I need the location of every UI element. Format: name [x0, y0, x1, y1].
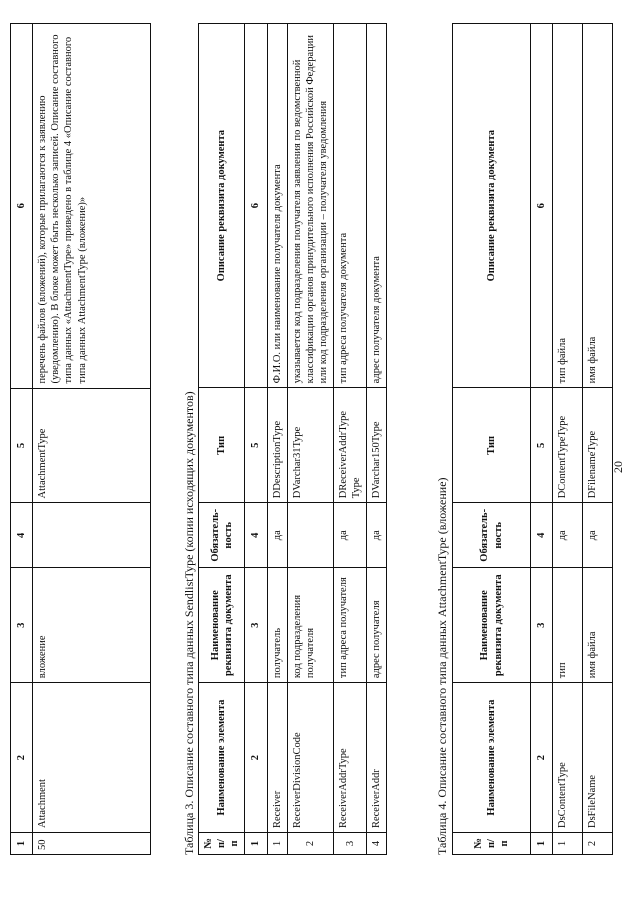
column-number-row — [11, 24, 33, 855]
header-row — [199, 24, 245, 855]
cell-description: перечень файлов (вложений), которые прилагаются к заявлению (уведомлению). В блоке может быть несколько записей. Описание составного типа данных «AttachmentType» приведено в таблице 4 «Описание составного типа данных AttachmentType (вложение)» — [33, 24, 151, 389]
cell-n: 3 — [334, 833, 367, 855]
cell-type: DVarchar150Type — [367, 388, 387, 503]
header-cell: Описание реквизита документа — [199, 24, 245, 388]
colnum: 6 — [245, 24, 267, 388]
header-cell: Описание реквизита документа — [453, 24, 531, 388]
colnum: 3 — [245, 568, 267, 683]
table-row — [287, 24, 333, 855]
header-cell: Тип — [199, 388, 245, 503]
table4 — [452, 23, 613, 855]
cell-n: 50 — [33, 833, 151, 855]
page-number: 20 — [611, 461, 625, 473]
header-cell: № п/п — [453, 833, 531, 855]
colnum: 5 — [245, 388, 267, 503]
header-cell: Обязатель-ность — [199, 503, 245, 568]
header-cell: № п/п — [199, 833, 245, 855]
cell-n: 2 — [583, 833, 613, 855]
colnum: 3 — [11, 568, 33, 683]
cell-type: DVarchar31Type — [287, 388, 333, 503]
cell-n: 2 — [287, 833, 333, 855]
colnum: 2 — [11, 683, 33, 833]
colnum: 4 — [245, 503, 267, 568]
cell-element: ReceiverAddrType — [334, 683, 367, 833]
cell-name: тип адреса получателя — [334, 568, 367, 683]
cell-description: имя файла — [583, 24, 613, 388]
cell-name: адрес получателя — [367, 568, 387, 683]
colnum: 5 — [531, 388, 553, 503]
header-cell: Наименование элемента — [199, 683, 245, 833]
cell-required: да — [583, 503, 613, 568]
table-continuation — [10, 23, 151, 855]
header-row — [453, 24, 531, 855]
cell-type: DDescriptionType — [267, 388, 287, 503]
table-row — [553, 24, 583, 855]
cell-element: Receiver — [267, 683, 287, 833]
header-cell: Наименование реквизита документа — [453, 568, 531, 683]
cell-element: Attachment — [33, 683, 151, 833]
cell-name: тип — [553, 568, 583, 683]
cell-required: да — [267, 503, 287, 568]
table-row — [334, 24, 367, 855]
colnum: 3 — [531, 568, 553, 683]
cell-type: AttachmentType — [33, 388, 151, 503]
cell-name: код подразделения получателя — [287, 568, 333, 683]
cell-element: ReceiverAddr — [367, 683, 387, 833]
column-number-row — [245, 24, 267, 855]
cell-required: да — [553, 503, 583, 568]
cell-type: DFilenameType — [583, 388, 613, 503]
header-cell: Тип — [453, 388, 531, 503]
table-row — [33, 24, 151, 855]
table3 — [198, 23, 387, 855]
cell-n: 4 — [367, 833, 387, 855]
colnum: 6 — [11, 24, 33, 389]
cell-description: Ф.И.О. или наименование получателя документа — [267, 24, 287, 388]
cell-description: указывается код подразделения получателя заявления по ведомственной классификации органов принудительного исполнения Российской Федерации или код подразделения организации – получателя уведомления — [287, 24, 333, 388]
cell-n: 1 — [553, 833, 583, 855]
header-cell: Наименование реквизита документа — [199, 568, 245, 683]
cell-type: DContentTypeType — [553, 388, 583, 503]
header-cell: Обязатель-ность — [453, 503, 531, 568]
cell-name: вложение — [33, 568, 151, 683]
table3-caption: Таблица 3. Описание составного типа данных SendlistType (копии исходящих документов) — [182, 391, 196, 855]
colnum: 4 — [11, 503, 33, 568]
cell-required: да — [367, 503, 387, 568]
column-number-row — [531, 24, 553, 855]
cell-name: получатель — [267, 568, 287, 683]
cell-required — [33, 503, 151, 568]
colnum: 1 — [245, 833, 267, 855]
cell-name: имя файла — [583, 568, 613, 683]
cell-element: DsContentType — [553, 683, 583, 833]
cell-description: тип файла — [553, 24, 583, 388]
cell-required — [287, 503, 333, 568]
colnum: 2 — [531, 683, 553, 833]
cell-n: 1 — [267, 833, 287, 855]
colnum: 1 — [11, 833, 33, 855]
table-row — [367, 24, 387, 855]
colnum: 5 — [11, 388, 33, 503]
cell-element: ReceiverDivisionCode — [287, 683, 333, 833]
colnum: 6 — [531, 24, 553, 388]
cell-required: да — [334, 503, 367, 568]
table4-caption: Таблица 4. Описание составного типа данных AttachmentType (вложение) — [435, 477, 449, 855]
header-cell: Наименование элемента — [453, 683, 531, 833]
table-row — [583, 24, 613, 855]
colnum: 4 — [531, 503, 553, 568]
cell-element: DsFileName — [583, 683, 613, 833]
cell-type: DReceiverAddrType Type — [334, 388, 367, 503]
colnum: 1 — [531, 833, 553, 855]
table-row — [267, 24, 287, 855]
colnum: 2 — [245, 683, 267, 833]
cell-description: тип адреса получателя документа — [334, 24, 367, 388]
cell-description: адрес получателя документа — [367, 24, 387, 388]
